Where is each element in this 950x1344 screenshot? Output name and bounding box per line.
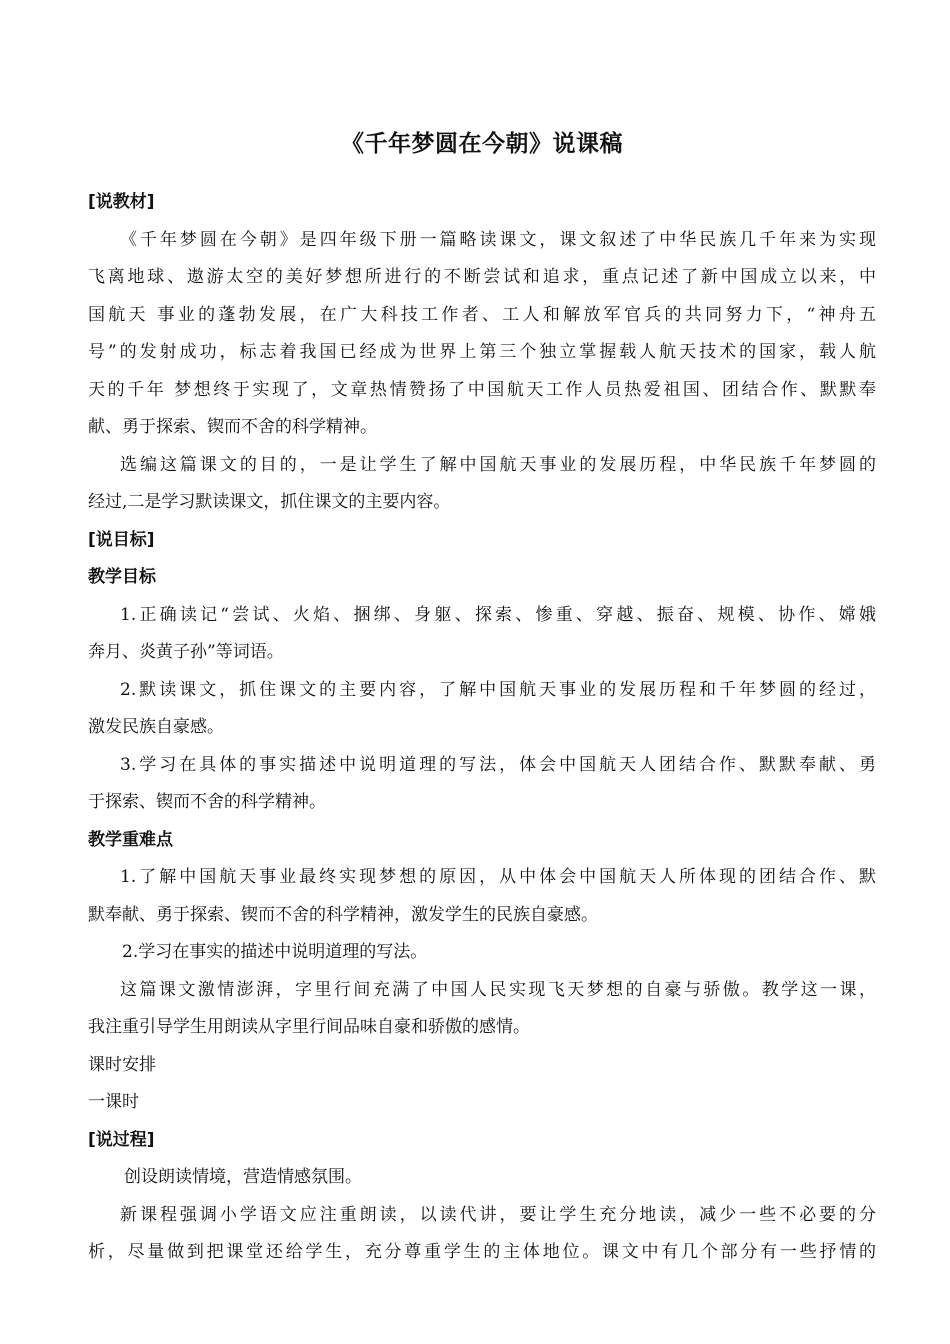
- page-title: 《千年梦圆在今朝》说课稿: [341, 131, 623, 157]
- text-line: 这篇课文激情澎湃，字里行间充满了中国人民实现飞天梦想的自豪与骄傲。教学这一课，: [120, 979, 876, 1000]
- goal-item-3: [88, 747, 876, 822]
- subheading-key-points: 教学重难点: [88, 829, 173, 850]
- text-line: 3.学习在具体的事实描述中说明道理的写法，体会中国航天人团结合作、默默奉献、勇: [120, 754, 876, 775]
- section-heading-objectives: [说目标]: [88, 529, 155, 550]
- paragraph-textbook-intro: [88, 222, 876, 447]
- key-point-item-2: [88, 934, 876, 972]
- text-line: 默奉献、勇于探索、锲而不舍的科学精神，激发学生的民族自豪感。: [88, 904, 598, 925]
- text-line: 献、勇于探索、锲而不舍的科学精神。: [88, 417, 377, 437]
- goal-item-1: [88, 597, 876, 672]
- schedule-value: 一课时: [88, 1092, 139, 1112]
- text-line: 《千年梦圆在今朝》是四年级下册一篇略读课文，课文叙述了中华民族几千年来为实现: [120, 229, 876, 250]
- paragraph-process-reading: [88, 1197, 876, 1272]
- paragraph-textbook-purpose: [88, 447, 876, 522]
- text-line: 奔月、炎黄子孙”等词语。: [88, 642, 284, 662]
- section-heading-textbook: [说教材]: [88, 192, 155, 212]
- text-line: 析，尽量做到把课堂还给学生，充分尊重学生的主体地位。课文中有几个部分有一些抒情的: [88, 1242, 876, 1262]
- paragraph-teaching-approach: [88, 972, 876, 1047]
- subheading-teaching-goals: 教学目标: [88, 567, 156, 587]
- text-line: 于探索、锲而不舍的科学精神。: [88, 792, 326, 812]
- text-line: 2.学习在事实的描述中说明道理的写法。: [122, 942, 428, 962]
- text-line: 经过,二是学习默读课文，抓住课文的主要内容。: [88, 492, 451, 512]
- text-line: 激发民族自豪感。: [88, 717, 224, 737]
- section-heading-process: [说过程]: [88, 1129, 155, 1150]
- text-line: 号”的发射成功，标志着我国已经成为世界上第三个独立掌握载人航天技术的国家，载人航: [88, 342, 876, 362]
- document-page: [88, 124, 876, 1272]
- text-line: 新课程强调小学语文应注重朗读，以读代讲，要让学生充分地读，减少一些不必要的分: [120, 1204, 876, 1225]
- text-line: 我注重引导学生用朗读从字里行间品味自豪和骄傲的感情。: [88, 1017, 530, 1037]
- goal-item-2: [88, 672, 876, 747]
- text-line: 天的千年 梦想终于实现了，文章热情赞扬了中国航天工作人员热爱祖国、团结合作、默默奉: [88, 379, 876, 400]
- process-step-1: 创设朗读情境，营造情感氛围。: [124, 1167, 362, 1187]
- schedule-label: 课时安排: [88, 1054, 156, 1075]
- key-point-item-1: [88, 859, 876, 934]
- text-line: 2.默读课文，抓住课文的主要内容，了解中国航天事业的发展历程和千年梦圆的经过，: [120, 679, 876, 700]
- text-line: 1.了解中国航天事业最终实现梦想的原因，从中体会中国航天人所体现的团结合作、默: [120, 867, 876, 887]
- text-line: 飞离地球、遨游太空的美好梦想所进行的不断尝试和追求，重点记述了新中国成立以来，中: [88, 267, 876, 287]
- text-line: 国航天 事业的蓬勃发展，在广大科技工作者、工人和解放军官兵的共同努力下，“神舟五: [88, 304, 876, 325]
- text-line: 1.正确读记“尝试、火焰、捆绑、身躯、探索、惨重、穿越、振奋、规模、协作、嫦娥: [120, 604, 876, 625]
- text-line: 选编这篇课文的目的，一是让学生了解中国航天事业的发展历程，中华民族千年梦圆的: [120, 454, 876, 475]
